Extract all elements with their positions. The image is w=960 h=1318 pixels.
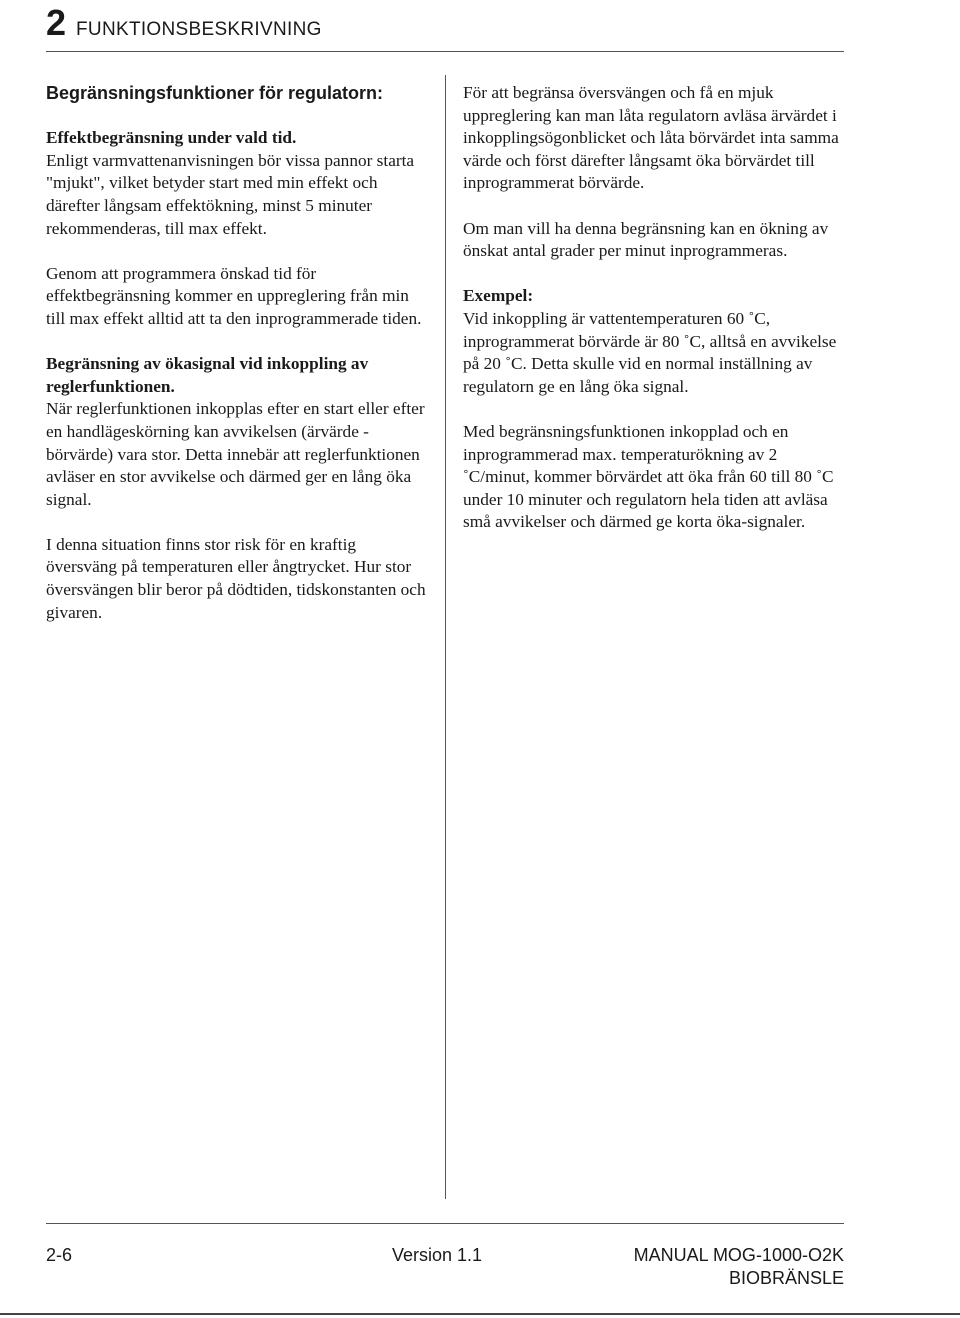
manual-name: MANUAL MOG-1000-O2K bbox=[633, 1245, 844, 1265]
manual-subtitle: BIOBRÄNSLE bbox=[728, 1268, 844, 1288]
footer-divider bbox=[46, 1223, 844, 1224]
paragraph-body: Enligt varmvattenanvisningen bör vissa pannor starta "mjukt", vilket betyder start med min effekt och därefter långsam effektökning, minst 5 minuter rekommenderas, till max effekt. bbox=[46, 150, 415, 238]
paragraph-title: Effektbegränsning under vald tid. bbox=[46, 128, 297, 148]
paragraph-body: När reglerfunktionen inkopplas efter en start eller efter en handlägeskörning kan avvikelsen (ärvärde - börvärde) vara stor. Detta innebär att reglerfunktionen avläser en stor avvikelse och därmed ger en lång öka signal. bbox=[46, 399, 425, 509]
paragraph-soft-regulation: För att begränsa översvängen och få en mjuk uppreglering kan man låta regulatorn avläsa ärvärdet i inkopplingsögonblicket och låta börvärdet inta samma värde och först därefter långsamt öka börvärdet till inprogrammerat börvärde. bbox=[463, 83, 839, 193]
page-number: 2-6 bbox=[46, 1245, 73, 1265]
version-label: Version 1.1 bbox=[392, 1245, 483, 1265]
example-title: Exempel: bbox=[463, 286, 534, 306]
right-column bbox=[463, 82, 846, 534]
page-bottom-edge bbox=[0, 1313, 960, 1315]
paragraph-effect-limit bbox=[46, 127, 428, 240]
paragraph-limited-result: Med begränsningsfunktionen inkopplad och en inprogrammerad max. temperaturökning av 2 ˚C/minut, kommer börvärdet att öka från 60 till 80 ˚C under 10 minuter och regulatorn hela tiden att avläsa små avvikelser och därmed ge korta öka-signaler. bbox=[463, 421, 834, 532]
section-heading: Begränsningsfunktioner för regulatorn: bbox=[46, 83, 384, 103]
paragraph-title: Begränsning av ökasignal vid inkoppling av reglerfunktionen. bbox=[46, 354, 369, 396]
chapter-title: FUNKTIONSBESKRIVNING bbox=[76, 19, 322, 40]
paragraph-limit-option: Om man vill ha denna begränsning kan en ökning av önskat antal grader per minut inprogrammeras. bbox=[463, 218, 829, 261]
manual-title bbox=[560, 1244, 844, 1290]
chapter-number: 2 bbox=[46, 2, 67, 43]
header-divider bbox=[46, 51, 844, 52]
column-divider bbox=[445, 75, 446, 1199]
left-column bbox=[46, 82, 428, 624]
paragraph-overshoot-risk: I denna situation finns stor risk för en kraftig översväng på temperaturen eller ångtrycket. Hur stor översvängen blir beror på dödtiden, tidskonstanten och givaren. bbox=[46, 534, 426, 622]
paragraph-increase-signal bbox=[46, 353, 428, 511]
paragraph-example bbox=[463, 285, 846, 398]
example-body: Vid inkoppling är vattentemperaturen 60 ˚C, inprogrammerat börvärde är 80 ˚C, alltså en avvikelse på 20 ˚C. Detta skulle vid en normal inställning av regulatorn ge en lång öka signal. bbox=[463, 308, 837, 396]
paragraph-programming: Genom att programmera önskad tid för effektbegränsning kommer en uppreglering från min till max effekt alltid att ta den inprogrammerade tiden. bbox=[46, 263, 422, 328]
page-header bbox=[46, 2, 846, 44]
